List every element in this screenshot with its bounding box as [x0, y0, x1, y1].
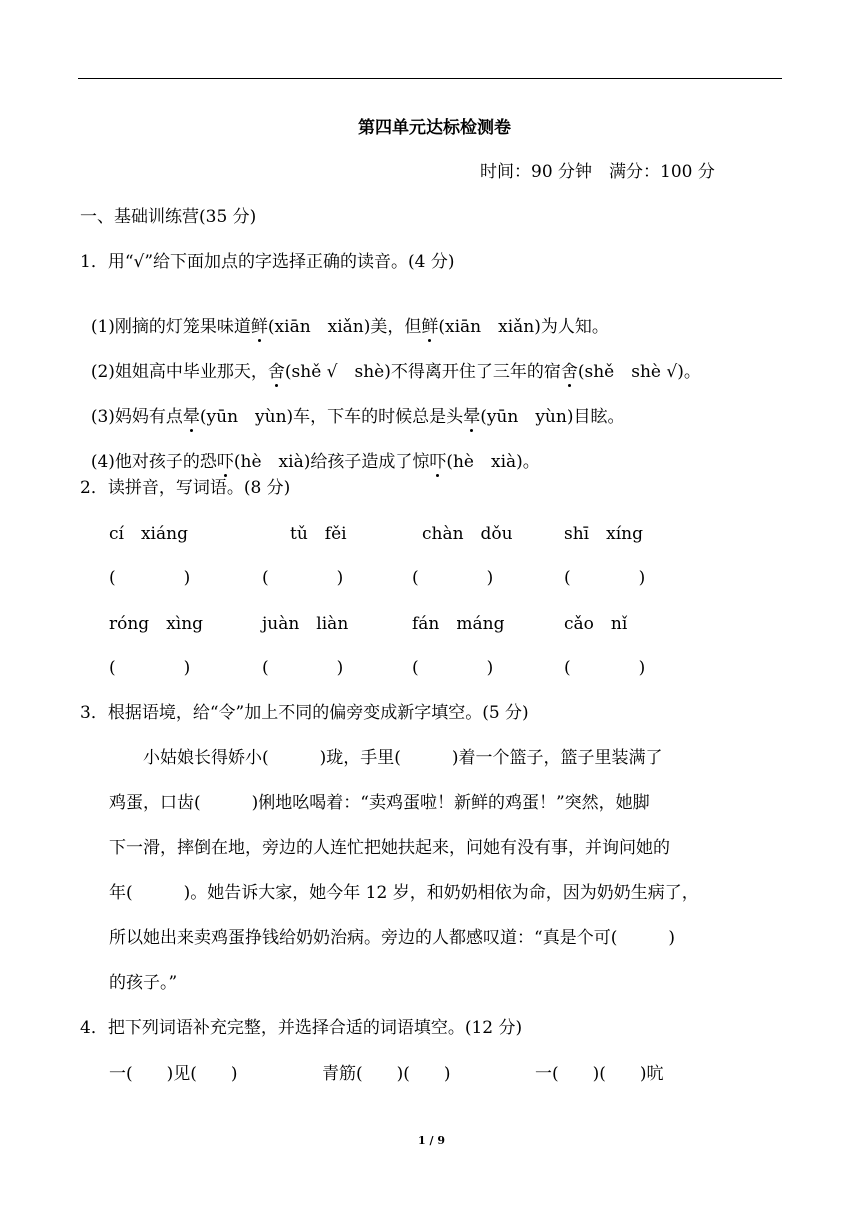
q1-item	[80, 387, 624, 427]
pinyin-cell: shī xíng	[564, 524, 643, 544]
time-info: 时间：90 分钟 满分：100 分	[480, 162, 715, 182]
dotted-char: 鲜	[421, 317, 439, 337]
answer-blank[interactable]: ( )	[262, 658, 344, 678]
q1-title: 1．用“√”给下面加点的字选择正确的读音。(4 分)	[80, 252, 455, 272]
q3-passage-line: 的孩子。”	[109, 973, 178, 993]
q1-item-text: (3)妈妈有点	[90, 407, 183, 427]
dotted-char: 吓	[216, 452, 234, 472]
page-number: 1 / 9	[418, 1134, 445, 1147]
dotted-char: 晕	[463, 407, 481, 427]
q1-item-text: (xiān xiǎn)美，但	[267, 317, 422, 337]
pinyin-cell: juàn liàn	[262, 614, 349, 634]
header-rule	[78, 78, 782, 79]
dotted-char: 舍	[267, 362, 285, 382]
dotted-char: 舍	[560, 362, 578, 382]
dotted-char: 鲜	[250, 317, 268, 337]
idiom-blank[interactable]: 青筋( )( )	[322, 1064, 451, 1084]
q1-item	[80, 432, 540, 472]
q2-title: 2．读拼音，写词语。(8 分)	[80, 478, 291, 498]
answer-blank[interactable]: ( )	[564, 568, 646, 588]
q1-item-text: (hè xià)。	[446, 452, 540, 472]
q1-item-text: (yūn yùn)目眩。	[480, 407, 625, 427]
q1-item-text: (shě shè √)。	[577, 362, 701, 382]
q1-item-text: (2)姐姐高中毕业那天，	[90, 362, 268, 382]
q1-item-text: (shě √ shè)不得离开住了三年的宿	[284, 362, 561, 382]
page-title: 第四单元达标检测卷	[358, 118, 511, 138]
q4-title: 4．把下列词语补充完整，并选择合适的词语填空。(12 分)	[80, 1018, 523, 1038]
answer-blank[interactable]: ( )	[109, 568, 191, 588]
q1-item-text: (4)他对孩子的恐	[90, 452, 217, 472]
pinyin-cell: cǎo nǐ	[564, 614, 628, 634]
answer-blank[interactable]: ( )	[564, 658, 646, 678]
answer-blank[interactable]: ( )	[109, 658, 191, 678]
pinyin-cell: chàn dǒu	[422, 524, 513, 544]
pinyin-cell: fán máng	[412, 614, 505, 634]
pinyin-cell: tǔ fěi	[290, 524, 347, 544]
q3-passage-line: 下一滑，摔倒在地，旁边的人连忙把她扶起来，问她有没有事，并询问她的	[109, 838, 670, 858]
q1-item-text: (yūn yùn)车，下车的时候总是头	[199, 407, 464, 427]
answer-blank[interactable]: ( )	[412, 658, 494, 678]
q3-passage-line: 年( )。她告诉大家，她今年 12 岁，和奶奶相依为命，因为奶奶生病了，	[109, 883, 699, 903]
pinyin-cell: cí xiáng	[109, 524, 188, 544]
pinyin-cell: róng xìng	[109, 614, 204, 634]
dotted-char: 晕	[182, 407, 200, 427]
q1-item	[80, 297, 609, 337]
dotted-char: 吓	[429, 452, 447, 472]
q3-passage-line: 鸡蛋，口齿( )俐地吆喝着：“卖鸡蛋啦！新鲜的鸡蛋！”突然，她脚	[109, 793, 650, 813]
idiom-blank[interactable]: 一( )见( )	[109, 1064, 238, 1084]
q1-item-text: (1)刚摘的灯笼果味道	[90, 317, 251, 337]
q1-item-text: (hè xià)给孩子造成了惊	[233, 452, 430, 472]
answer-blank[interactable]: ( )	[262, 568, 344, 588]
q3-title: 3．根据语境，给“令”加上不同的偏旁变成新字填空。(5 分)	[80, 703, 529, 723]
q1-item-text: (xiān xiǎn)为人知。	[438, 317, 609, 337]
section-heading: 一、基础训练营(35 分)	[80, 207, 257, 227]
q3-passage-line: 所以她出来卖鸡蛋挣钱给奶奶治病。旁边的人都感叹道：“真是个可( )	[109, 928, 675, 948]
q1-item	[80, 342, 701, 382]
answer-blank[interactable]: ( )	[412, 568, 494, 588]
q3-passage-line: 小姑娘长得娇小( )珑，手里( )着一个篮子，篮子里装满了	[109, 748, 663, 768]
idiom-blank[interactable]: 一( )( )吭	[535, 1064, 664, 1084]
